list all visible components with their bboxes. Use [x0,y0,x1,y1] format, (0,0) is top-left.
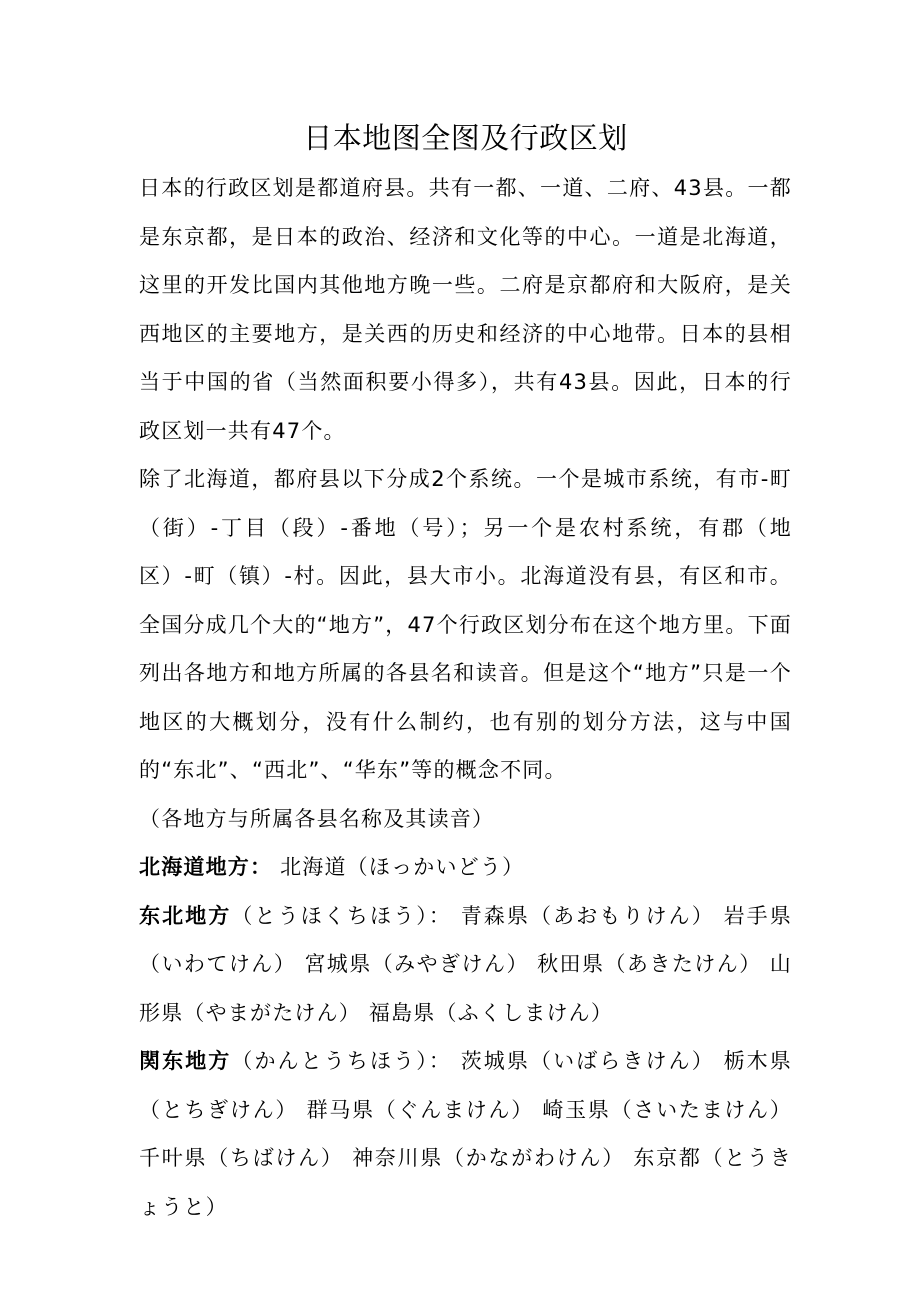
list-caption: （各地方与所属各县名称及其读音） [139,806,495,831]
region-label: 関东地方 [139,1049,232,1073]
region-label: 东北地方 [139,903,232,928]
intro-paragraph: 日本的行政区划是都道府县。共有一都、一道、二府、43县。一都是东京都，是日本的政治、经济和文化等的中心。一道是北海道，这里的开发比国内其他地方晚一些。二府是京都府和大阪府，是关西地区的主要地方，是关西的历史和经济的中心地带。日本的县相当于中国的省（当然面积要小得多），共有43县。因此，日本的行政区划一共有47个。 [139,176,792,443]
document-title: 日本地图全图及行政区划 [303,121,628,155]
region-hokkaido [139,843,792,892]
region-prefectures: 北海道（ほっかいどう） [272,855,525,879]
region-tohoku [139,892,792,1038]
region-label: 北海道地方： [139,855,273,879]
region-prefectures: （とうほくちほう）： 青森県（あおもりけん） 岩手県（いわてけん） 宮城県（みやぎけん） 秋田県（あきたけん） 山形県（やまがたけん） 福島県（ふくしまけん） [139,903,792,1025]
region-kanto [139,1037,792,1231]
region-prefectures: （かんとうちほう）： 茨城県（いばらきけん） 栃木県（とちぎけん） 群马県（ぐんまけん） 崎玉県（さいたまけん） 千叶県（ちばけん） 神奈川県（かながわけん） 东京都（とうきょうと） [139,1049,792,1219]
system-paragraph: 除了北海道，都府县以下分成2个系统。一个是城市系统，有市-町（街）-丁目（段）-番地（号）；另一个是农村系统，有郡（地区）-町（镇）-村。因此，县大市小。北海道没有县，有区和市。 全国分成几个大的“地方”，47个行政区划分布在这个地方里。下面列出各地方和地方所属的各县名和读音。但是这个“地方”只是一个地区的大概划分，没有什么制约，也有别的划分方法，这与中国的“东北”、“西北”、“华东”等的概念不同。 [139,467,792,782]
